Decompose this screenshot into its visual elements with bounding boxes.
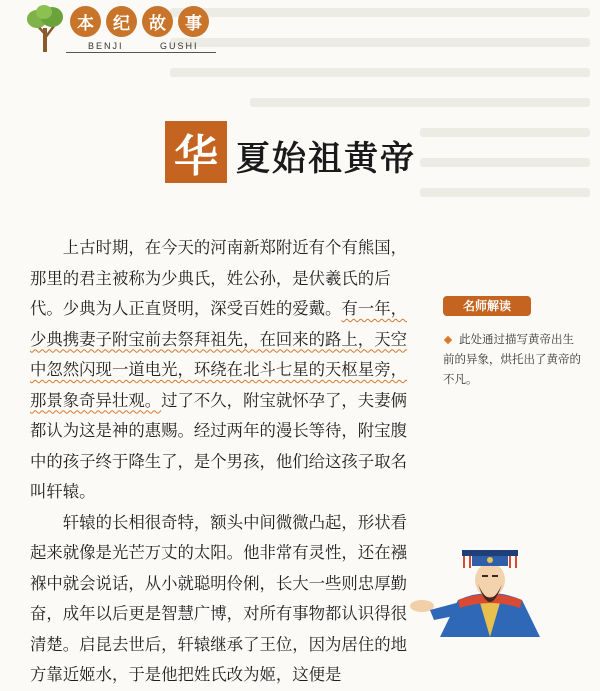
section-header [70,6,209,37]
title-first-char: 华 [165,121,227,183]
header-char: 纪 [106,6,137,37]
header-pinyin-left: BENJI [88,41,124,51]
header-divider [66,52,216,53]
story-body [30,233,420,691]
paragraph-text: 上古时期，在今天的河南新郑附近有个有熊国，那里的君主被称为少典氏，姓公孙，是伏羲氏的后代。少典为人正直贤明，深受百姓的爱戴。 [30,238,407,318]
header-pinyin-right: GUSHI [160,41,199,51]
annotation-label: 名师解读 [443,296,531,316]
header-char: 故 [142,6,173,37]
page-title: 夏始祖黄帝 [236,139,416,179]
paragraph: 轩辕的长相很奇特，额头中间微微凸起，形状看起来就像是光芒万丈的太阳。他非常有灵性，还在襁褓中就会说话，从小就聪明伶俐，长大一些则忠厚勤奋，成年以后更是智慧广博，对所有事物都认识得很清楚。启昆去世后，轩辕继承了王位，因为居住的地方靠近姬水，于是他把姓氏改为姬，这便是 [30,512,407,684]
annotation-text: 此处通过描写黄帝出生前的异象，烘托出了黄帝的不凡。 [443,332,581,386]
emperor-illustration [400,538,600,637]
tree-logo-icon [26,4,64,54]
paragraph-text: 过了不久，附宝就怀孕了，夫妻俩都认为这是神的惠赐。经过两年的漫长等待，附宝腹中的孩子终于降生了，是个男孩，他们给这孩子取名叫轩辕。 [30,390,407,501]
diamond-bullet-icon [444,335,452,343]
annotation-text-block [443,329,585,389]
highlighted-passage: 有一年，少典携妻子附宝前去祭拜祖先，在回来的路上，天空中忽然闪现一道电光，环绕在北斗七星的天枢星旁，那景象奇异壮观。 [30,299,407,410]
paragraph [30,233,420,508]
header-char: 事 [178,6,209,37]
header-char: 本 [70,6,101,37]
